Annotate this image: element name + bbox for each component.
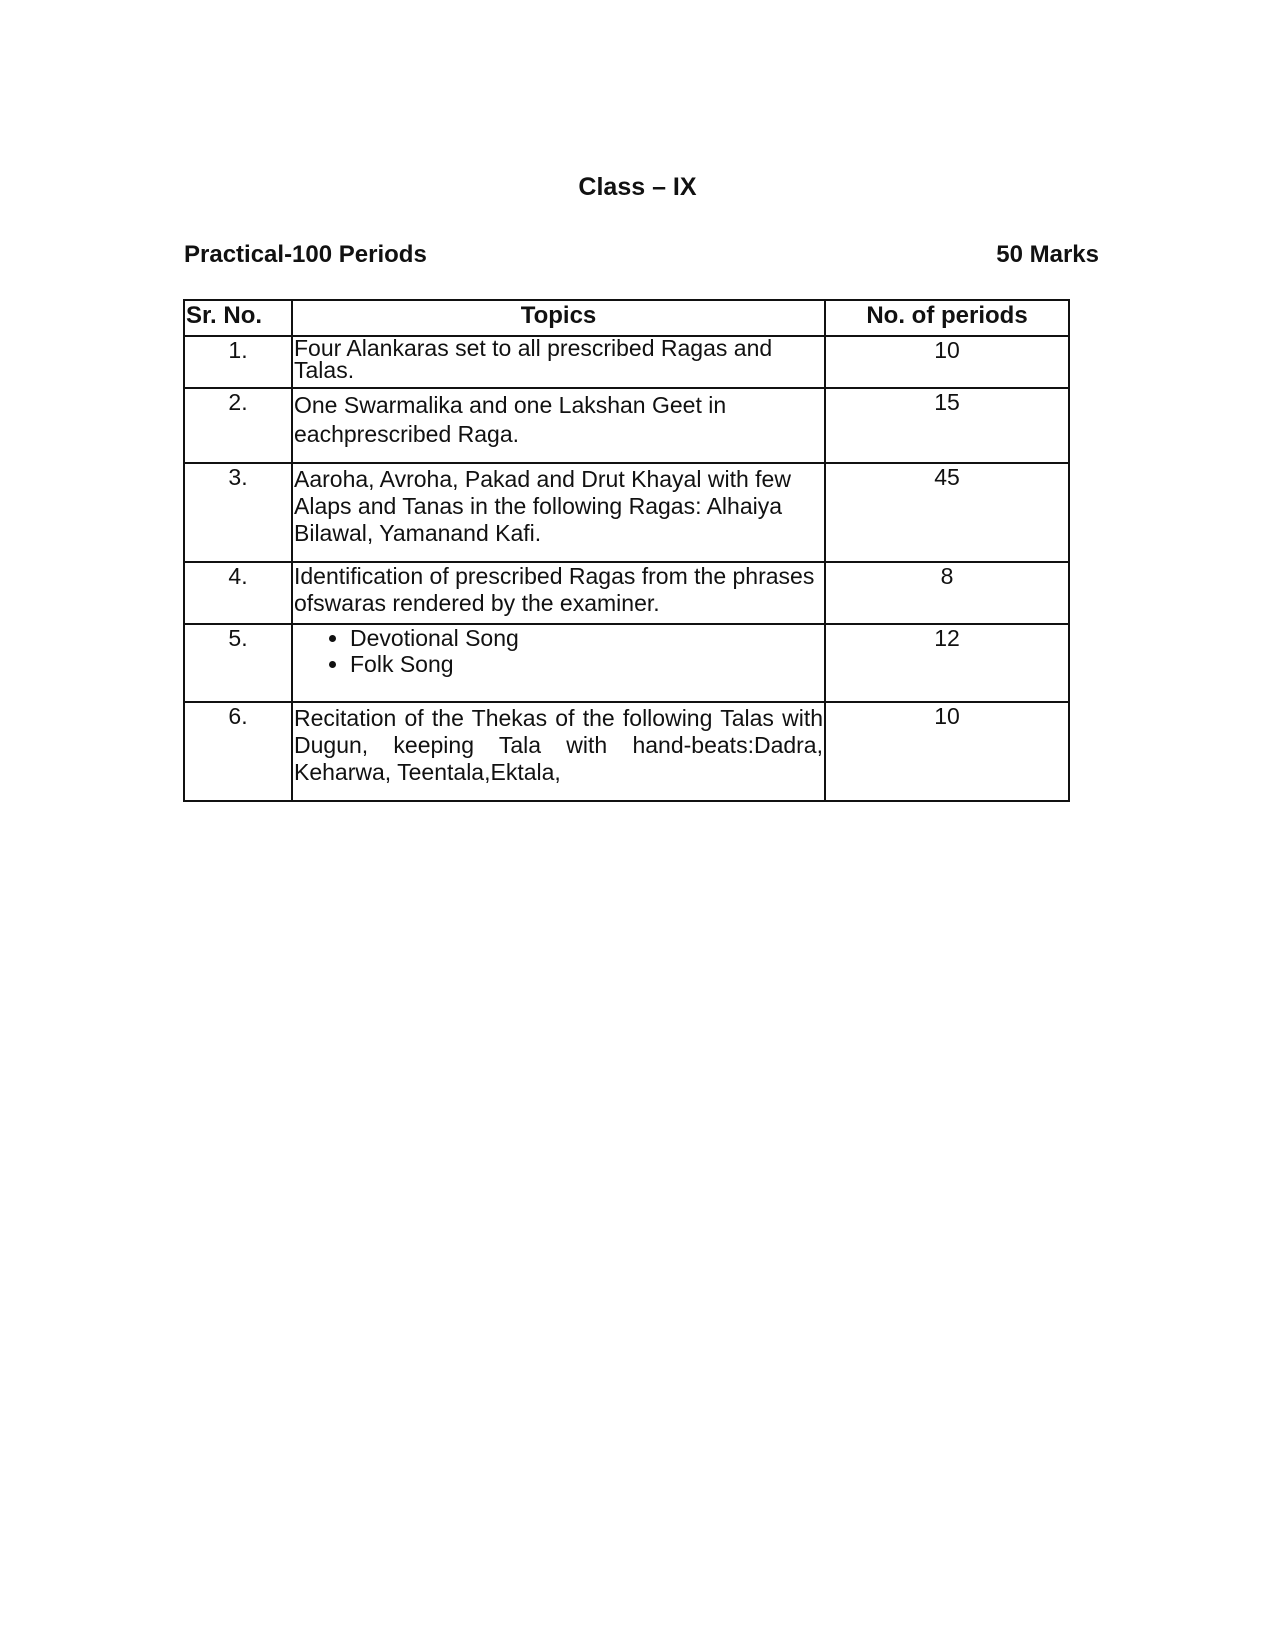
periods-cell: 10 [825,702,1069,801]
topic-cell: Aaroha, Avroha, Pakad and Drut Khayal with few Alaps and Tanas in the following Ragas: Alhaiya Bilawal, Yamanand Kafi. [292,463,825,562]
sr-no-cell: 1. [184,336,292,388]
sr-no-cell: 6. [184,702,292,801]
table-row [184,702,1069,801]
column-header-topics: Topics [292,300,825,336]
bullet-list [294,625,823,677]
topic-cell: Identification of prescribed Ragas from the phrases ofswaras rendered by the examiner. [292,562,825,624]
section-heading: Practical-100 Periods [184,241,427,268]
periods-cell: 12 [825,624,1069,702]
page-title: Class – IX [578,173,697,201]
topic-cell: Four Alankaras set to all prescribed Ragas and Talas. [292,336,825,388]
column-header-periods: No. of periods [825,300,1069,336]
topic-cell: Recitation of the Thekas of the following Talas with Dugun, keeping Tala with hand-beats:Dadra, Keharwa, Teentala,Ektala, [292,702,825,801]
periods-cell: 45 [825,463,1069,562]
topic-cell [292,624,825,702]
table-row [184,463,1069,562]
periods-cell: 10 [825,336,1069,388]
periods-cell: 15 [825,388,1069,463]
sr-no-cell: 3. [184,463,292,562]
table-row [184,624,1069,702]
marks-heading: 50 Marks [996,241,1099,268]
table-row [184,388,1069,463]
syllabus-table [183,299,1070,802]
table-row [184,336,1069,388]
table-row [184,562,1069,624]
periods-cell: 8 [825,562,1069,624]
column-header-sr-no: Sr. No. [184,300,292,336]
sr-no-cell: 2. [184,388,292,463]
sr-no-cell: 4. [184,562,292,624]
table-header-row [184,300,1069,336]
list-item: • Folk Song [350,651,823,677]
topic-cell: One Swarmalika and one Lakshan Geet in eachprescribed Raga. [292,388,825,463]
list-item: • Devotional Song [350,625,823,651]
sr-no-cell: 5. [184,624,292,702]
